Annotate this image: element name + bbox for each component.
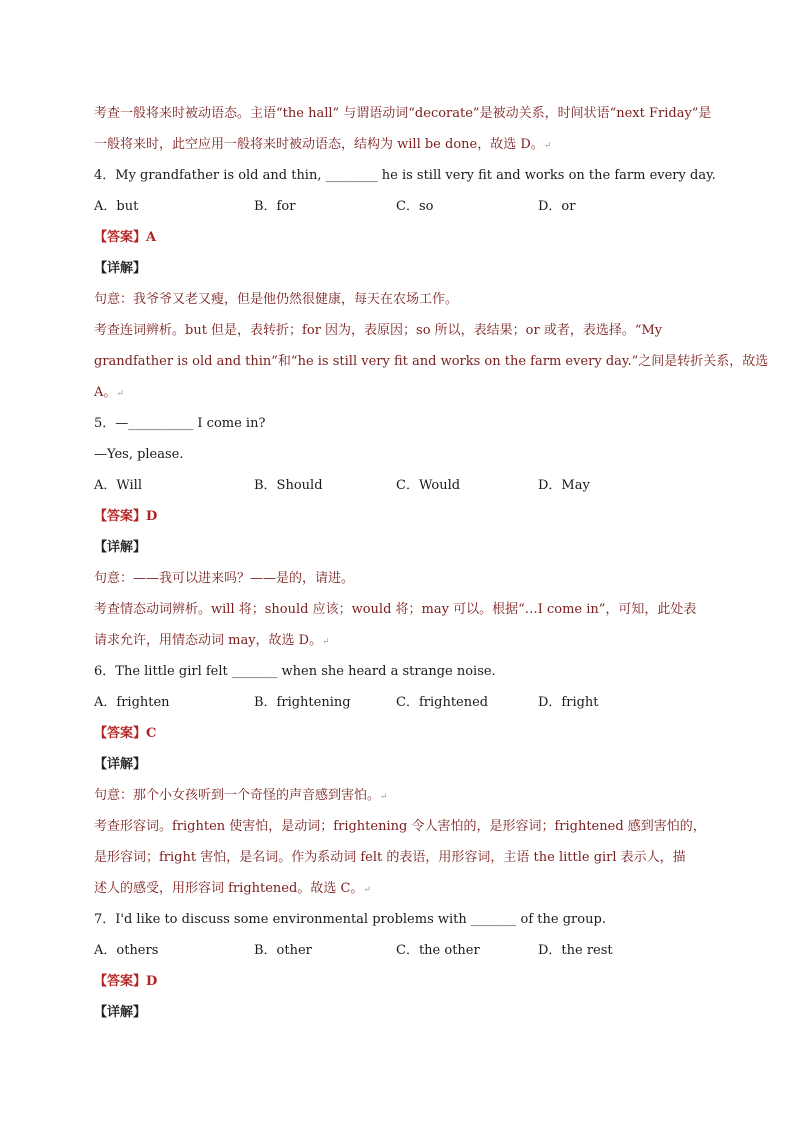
- question-5-explain-1: 考查情态动词辨析。will 将；should 应该；would 将；may 可以。根据“…I come in”，可知，此处表: [94, 602, 697, 617]
- option-d: D．the rest: [538, 943, 613, 958]
- intro-line-2-text: 一般将来时，此空应用一般将来时被动语态，结构为 will be done，故选 D。: [94, 137, 544, 152]
- option-a: A．Will: [94, 478, 142, 493]
- option-c: C．Would: [396, 478, 461, 493]
- question-5-meaning: 句意：——我可以进来吗？——是的，请进。: [94, 571, 355, 586]
- question-7-answer: 【答案】D: [94, 974, 158, 989]
- question-6-stem: 6．The little girl felt _______ when she heard a strange noise.: [94, 664, 496, 679]
- question-4-stem: 4．My grandfather is old and thin, ________ he is still very fit and works on the farm every day.: [94, 168, 716, 183]
- question-4-explain-3: [94, 377, 706, 408]
- question-5-detail-label: 【详解】: [94, 540, 147, 555]
- question-6-options: [94, 687, 706, 718]
- question-4-meaning: 句意：我爷爷又老又瘦，但是他仍然很健康，每天在农场工作。: [94, 292, 459, 307]
- question-6-answer: 【答案】C: [94, 726, 157, 741]
- question-5-explain-2: [94, 625, 706, 656]
- option-b: B．for: [254, 199, 296, 214]
- question-5-reply: —Yes, please.: [94, 447, 184, 462]
- question-4-explain-3-text: A。: [94, 385, 117, 400]
- question-7-stem: 7．I'd like to discuss some environmental problems with _______ of the group.: [94, 912, 606, 927]
- question-4-explain-1: 考查连词辨析。but 但是，表转折；for 因为，表原因；so 所以，表结果；or 或者，表选择。“My: [94, 323, 663, 338]
- question-5-answer: 【答案】D: [94, 509, 158, 524]
- option-c: C．so: [396, 199, 434, 214]
- intro-line-1: 考查一般将来时被动语态。主语“the hall” 与谓语动词“decorate”是被动关系，时间状语“next Friday”是: [94, 106, 712, 121]
- option-d: D．or: [538, 199, 576, 214]
- question-7-options: [94, 935, 706, 966]
- question-6-explain-2: 是形容词；fright 害怕，是名词。作为系动词 felt 的表语，用形容词，主语 the little girl 表示人，描: [94, 850, 686, 865]
- question-4-explain-2: grandfather is old and thin”和“he is still very fit and works on the farm every day.”之间是转折关系，故选: [94, 354, 769, 369]
- question-5-stem: 5．—__________ I come in?: [94, 416, 266, 431]
- question-6-meaning-text: 句意：那个小女孩听到一个奇怪的声音感到害怕。: [94, 788, 381, 803]
- question-6-explain-3-text: 述人的感受，用形容词 frightened。故选 C。: [94, 881, 364, 896]
- question-6-explain-1: 考查形容词。frighten 使害怕，是动词；frightening 令人害怕的，是形容词；frightened 感到害怕的，: [94, 819, 706, 834]
- document-content: [94, 98, 769, 1028]
- question-4-options: [94, 191, 706, 222]
- paragraph-mark-icon: ↵: [363, 885, 371, 895]
- option-a: A．others: [94, 943, 159, 958]
- question-5-explain-2-text: 请求允许，用情态动词 may，故选 D。: [94, 633, 323, 648]
- paragraph-mark-icon: ↵: [322, 637, 330, 647]
- option-c: C．frightened: [396, 695, 489, 710]
- option-b: B．frightening: [254, 695, 351, 710]
- paragraph-mark-icon: ↵: [380, 792, 388, 802]
- question-6-explain-3: [94, 873, 706, 904]
- option-a: A．frighten: [94, 695, 170, 710]
- question-4-answer: 【答案】A: [94, 230, 157, 245]
- question-6-detail-label: 【详解】: [94, 757, 147, 772]
- option-b: B．Should: [254, 478, 323, 493]
- option-d: D．fright: [538, 695, 599, 710]
- question-5-options: [94, 470, 706, 501]
- option-c: C．the other: [396, 943, 480, 958]
- option-d: D．May: [538, 478, 590, 493]
- option-b: B．other: [254, 943, 312, 958]
- intro-line-2: [94, 129, 706, 160]
- question-4-detail-label: 【详解】: [94, 261, 147, 276]
- paragraph-mark-icon: ↵: [116, 389, 124, 399]
- option-a: A．but: [94, 199, 139, 214]
- question-6-meaning: [94, 780, 706, 811]
- question-7-detail-label: 【详解】: [94, 1005, 147, 1020]
- paragraph-mark-icon: ↵: [543, 141, 552, 151]
